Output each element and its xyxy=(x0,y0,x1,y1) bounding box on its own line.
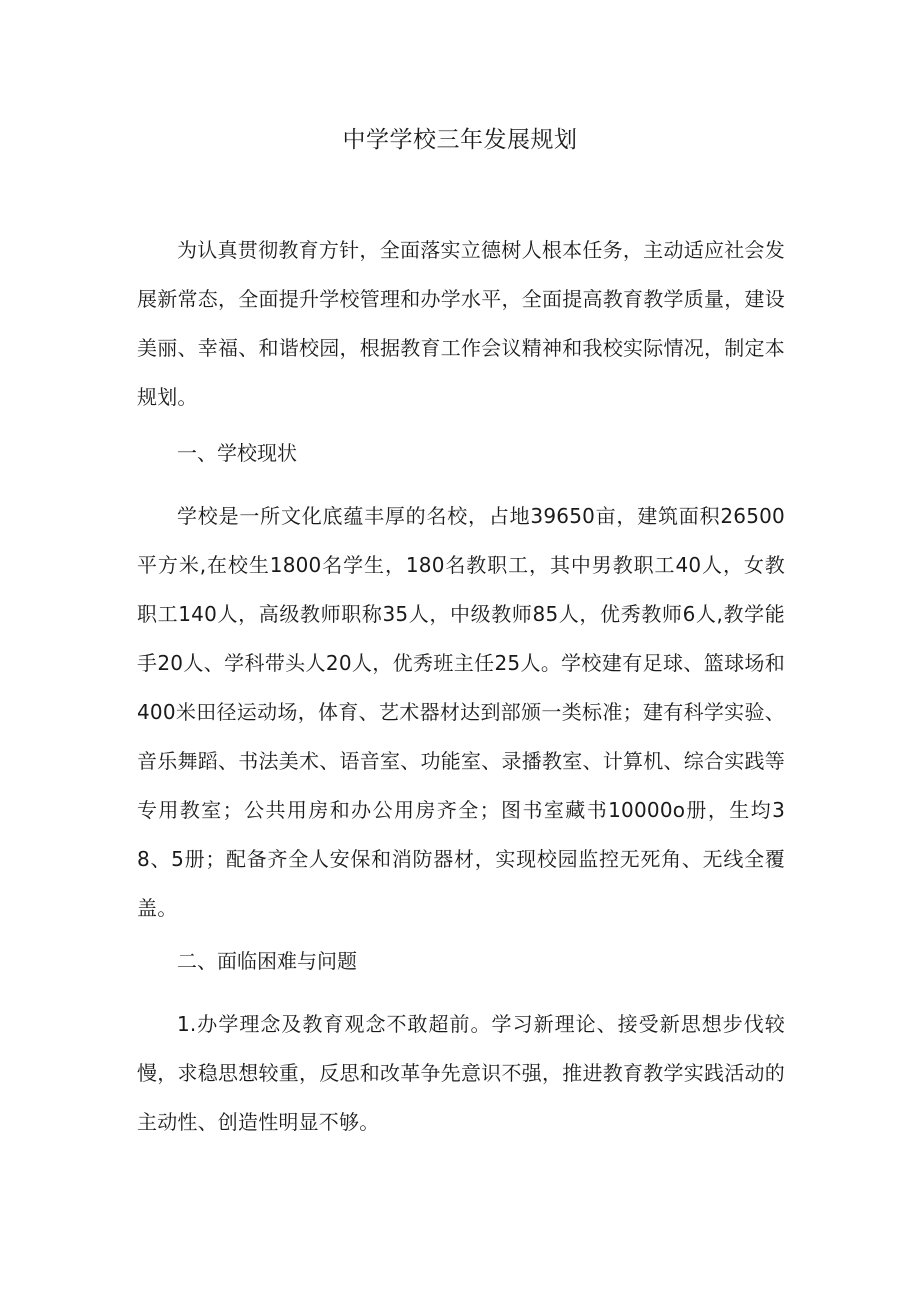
section-heading-school-status: 一、学校现状 xyxy=(177,441,297,465)
section-heading-problems: 二、面临困难与问题 xyxy=(177,949,357,973)
school-status-paragraph: 学校是一所文化底蕴丰厚的名校，占地39650亩，建筑面积26500平方米,在校生1800名学生，180名教职工，其中男教职工40人，女教职工140人，高级教师职称35人，中级教师85人，优秀教师6人,教学能手20人、学科带头人20人，优秀班主任25人。学校建有足球、篮球场和400米田径运动场，体育、艺术器材达到部颁一类标准；建有科学实验、音乐舞蹈、书法美术、语音室、功能室、录播教室、计算机、综合实践等专用教室；公共用房和办公用房齐全；图书室藏书10000o册，生均38、5册；配备齐全人安保和消防器材，实现校园监控无死角、无线全覆盖。 xyxy=(137,504,785,920)
problem-item-1-paragraph: 1.办学理念及教育观念不敢超前。学习新理论、接受新思想步伐较慢，求稳思想较重，反思和改革争先意识不强，推进教育教学实践活动的主动性、创造性明显不够。 xyxy=(137,1012,785,1134)
intro-paragraph: 为认真贯彻教育方针，全面落实立德树人根本任务，主动适应社会发展新常态，全面提升学校管理和办学水平，全面提高教育教学质量，建设美丽、幸福、和谐校园，根据教育工作会议精神和我校实际情况，制定本规划。 xyxy=(137,238,785,409)
document-title: 中学学校三年发展规划 xyxy=(342,127,578,153)
